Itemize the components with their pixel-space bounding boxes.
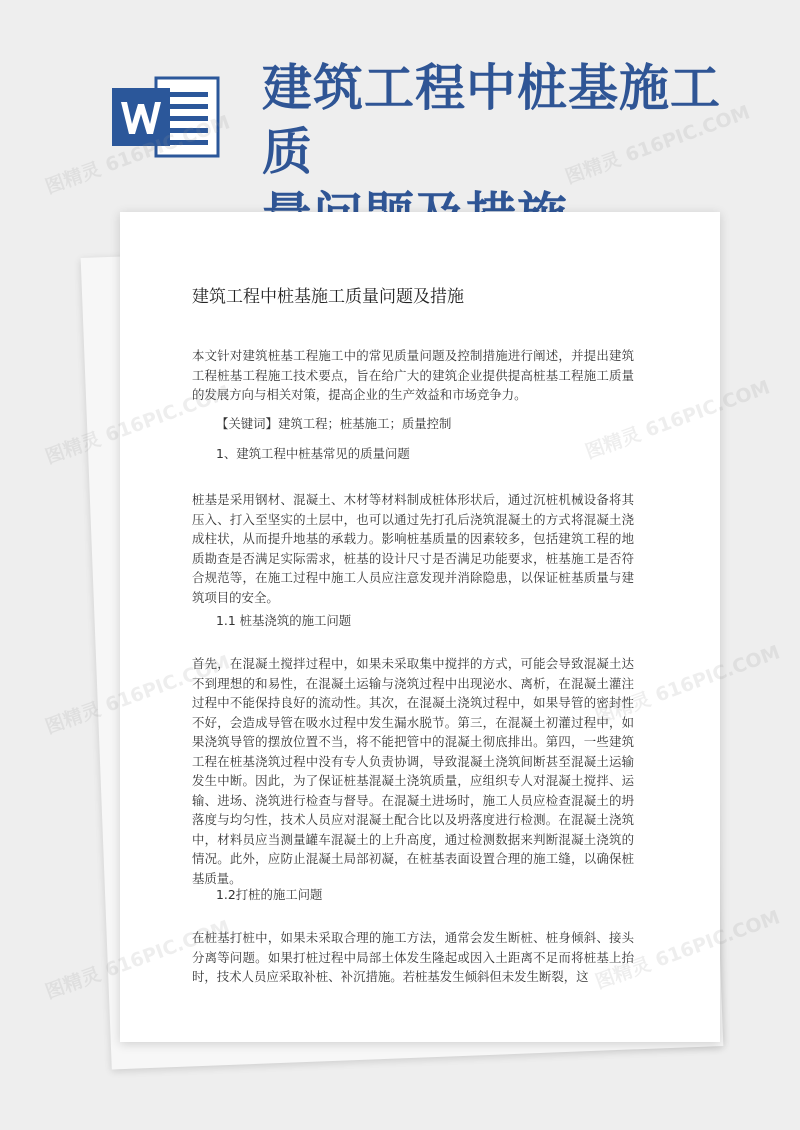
header-title-line-1: 建筑工程中桩基施工质 xyxy=(262,58,721,181)
abstract-paragraph: 本文针对建筑桩基工程施工中的常见质量问题及控制措施进行阐述，并提出建筑工程桩基工程施工技术要点，旨在给广大的建筑企业提供提高桩基工程施工质量的发展方向与相关对策，提高企业的生产效益和市场竞争力。 xyxy=(192,348,634,402)
watermark: 图精灵 xyxy=(42,963,104,1004)
section-1-1-paragraph: 首先，在混凝土搅拌过程中，如果未采取集中搅拌的方式，可能会导致混凝土达不到理想的和易性，在混凝土运输与浇筑过程中出现泌水、离析，在混凝土灌注过程中不能保持良好的流动性。其次，在混凝土浇筑过程中，如果导管的密封性不好，会造成导管在吸水过程中发生漏水脱节。第三，在混凝土初灌过程中，如果浇筑导管的摆放位置不当，将不能把管中的混凝土彻底排出。第四，一些建筑工程在桩基浇筑过程中没有专人负责协调，导致混凝土浇筑间断甚至混凝土运输发生中断。因此，为了保证桩基混凝土浇筑质量，应组织专人对混凝土搅拌、运输、进场、浇筑进行检查与督导。在混凝土进场时，施工人员应检查混凝土的坍落度与均匀性，技术人员应对混凝土配合比以及坍落度进行检测。在混凝土浇筑中，材料员应当测量罐车混凝土的上升高度，通过检测数据来判断混凝土浇筑的情况。此外，应防止混凝土局部初凝，在桩基表面设置合理的施工缝，以确保桩基质量。 xyxy=(192,656,634,886)
keywords-line: 【关键词】建筑工程；桩基施工；质量控制 xyxy=(216,416,452,431)
section-1-2-heading: 1.2打桩的施工问题 xyxy=(216,887,323,902)
section-1-heading: 1、建筑工程中桩基常见的质量问题 xyxy=(216,446,410,461)
word-document-icon xyxy=(112,74,222,160)
document-title: 建筑工程中桩基施工质量问题及措施 xyxy=(192,287,464,307)
watermark: 图精灵 616PIC.COM xyxy=(562,101,753,189)
section-1-paragraph: 桩基是采用钢材、混凝土、木材等材料制成桩体形状后，通过沉桩机械设备将其压入、打入至坚实的土层中，也可以通过先打孔后浇筑混凝土的方式将混凝土浇成柱状，从而提升地基的承载力。影响桩基质量的因素较多，包括建筑工程的地质勘查是否满足实际需求，桩基的设计尺寸是否满足功能要求，桩基施工是否符合规范等，在施工过程中施工人员应注意发现并消除隐患，以保证桩基质量与建筑项目的安全。 xyxy=(192,492,634,605)
document-page xyxy=(120,212,720,1042)
header xyxy=(0,0,800,200)
section-1-1-heading: 1.1 桩基浇筑的施工问题 xyxy=(216,613,352,628)
section-1-2-paragraph: 在桩基打桩中，如果未采取合理的施工方法，通常会发生断桩、桩身倾斜、接头分离等问题。如果打桩过程中局部土体发生隆起或因入土距离不足而将桩基上抬时，技术人员应采取补桩、补沉措施。若桩基发生倾斜但未发生断裂，这 xyxy=(192,930,634,984)
watermark: 图精灵 xyxy=(42,428,104,469)
watermark: 图精灵 xyxy=(42,698,104,739)
watermark: 图精灵 616PIC.COM xyxy=(42,111,233,199)
